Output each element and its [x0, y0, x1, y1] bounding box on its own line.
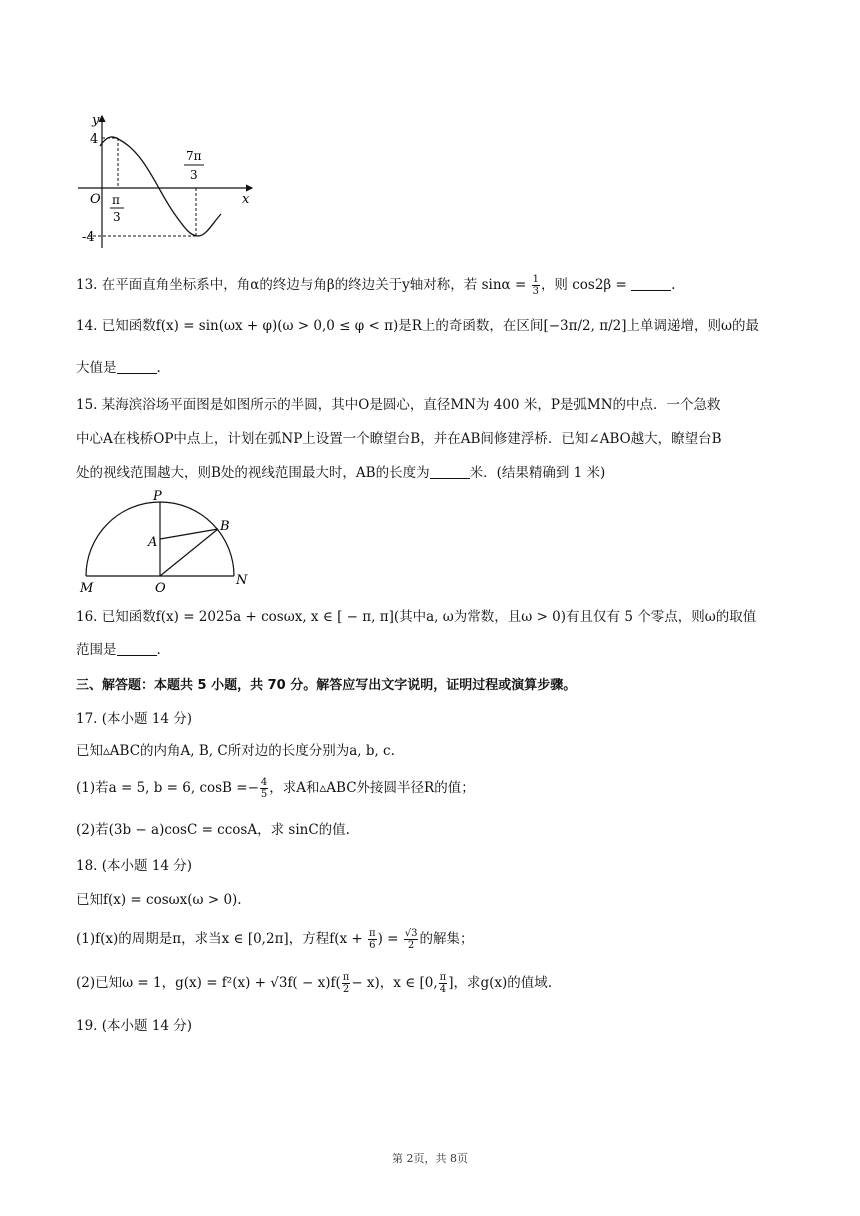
answer-blank-16	[117, 641, 157, 656]
label-P: P	[153, 489, 162, 504]
question-17-part1: (1)若a = 5, b = 6, cosB =− $\frac{4}{5}$ ，求A和▵ABC外接圆半径R的值；	[76, 777, 475, 800]
question-15-line2: 中心A在栈桥OP中点上，计划在弧NP上设置一个瞭望台B，并在AB间修建浮桥．已知∠ABO越大，瞭望台B	[76, 431, 722, 447]
question-18-head: 18. (本小题 14 分)	[76, 858, 193, 874]
section-3-heading: 三、解答题：本题共 5 小题，共 70 分。解答应写出文字说明，证明过程或演算步骤。	[76, 678, 577, 693]
question-15-line1: 15. 某海滨浴场平面图是如图所示的半圆，其中O是圆心，直径MN为 400 米，P是弧MN的中点．一个急救	[76, 397, 721, 413]
label-O: O	[155, 581, 166, 596]
sinusoid-graph	[76, 112, 266, 252]
question-18-part2: (2)已知ω = 1，g(x) = f²(x) + √3f( − x)f( $\frac{\pi}{2}$ − x)，x ∈ [0, $\frac{\pi}{4}$ ]，求g(x)的值域.	[76, 972, 553, 995]
answer-blank-15	[430, 464, 470, 479]
label-N: N	[236, 573, 248, 588]
answer-blank-13	[631, 276, 671, 291]
segment-OB	[160, 529, 218, 576]
question-15-line3: 处的视线范围越大，则B处的视线范围最大时，AB的长度为 米．(结果精确到 1 米)	[76, 465, 606, 481]
question-17-intro: 已知▵ABC的内角A, B, C所对边的长度分别为a, b, c.	[76, 743, 395, 759]
question-16-line2: 范围是 .	[76, 642, 161, 658]
y-label: y	[92, 113, 100, 128]
y-min-label: -4	[82, 230, 95, 245]
tick2-num: 7π	[186, 149, 202, 163]
label-A: A	[148, 535, 158, 550]
question-18-intro: 已知f(x) = cosωx(ω > 0).	[76, 892, 242, 908]
answer-blank-14	[117, 359, 157, 374]
label-M: M	[80, 581, 94, 596]
y-max-label: 4	[90, 132, 99, 147]
question-17-head: 17. (本小题 14 分)	[76, 711, 193, 727]
question-19-head: 19. (本小题 14 分)	[76, 1018, 193, 1034]
x-label: x	[242, 192, 250, 207]
question-14-line1: 14. 已知函数f(x) = sin(ωx + φ)(ω > 0,0 ≤ φ < π)是R上的奇函数，在区间[−3π/2, π/2]上单调递增，则ω的最	[76, 318, 759, 334]
segment-AB	[160, 529, 218, 539]
page-footer: 第 2页，共 8页	[392, 1152, 468, 1165]
question-14-line2: 大值是 .	[76, 360, 161, 376]
semicircle-diagram	[76, 488, 266, 600]
tick1-den: 3	[113, 210, 121, 224]
question-17-part2: (2)若(3b − a)cosC = ccosA，求 sinC的值.	[76, 822, 350, 838]
label-B: B	[220, 519, 230, 534]
origin-label: O	[90, 192, 101, 207]
question-16-line1: 16. 已知函数f(x) = 2025a + cosωx, x ∈ [ − π, π](其中a, ω为常数，且ω > 0)有且仅有 5 个零点，则ω的取值	[76, 609, 757, 625]
tick1-num: π	[112, 193, 120, 207]
tick2-den: 3	[190, 168, 198, 182]
question-18-part1: (1)f(x)的周期是π，求当x ∈ [0,2π]，方程f(x + $\frac{\pi}{6}$ ) = $\frac{√3}{2}$ 的解集；	[76, 928, 474, 951]
question-13: 13. 在平面直角坐标系中，角α的终边与角β的终边关于y轴对称，若 sinα = $\frac{1}{3}$ ，则 cos2β = .	[76, 274, 676, 297]
